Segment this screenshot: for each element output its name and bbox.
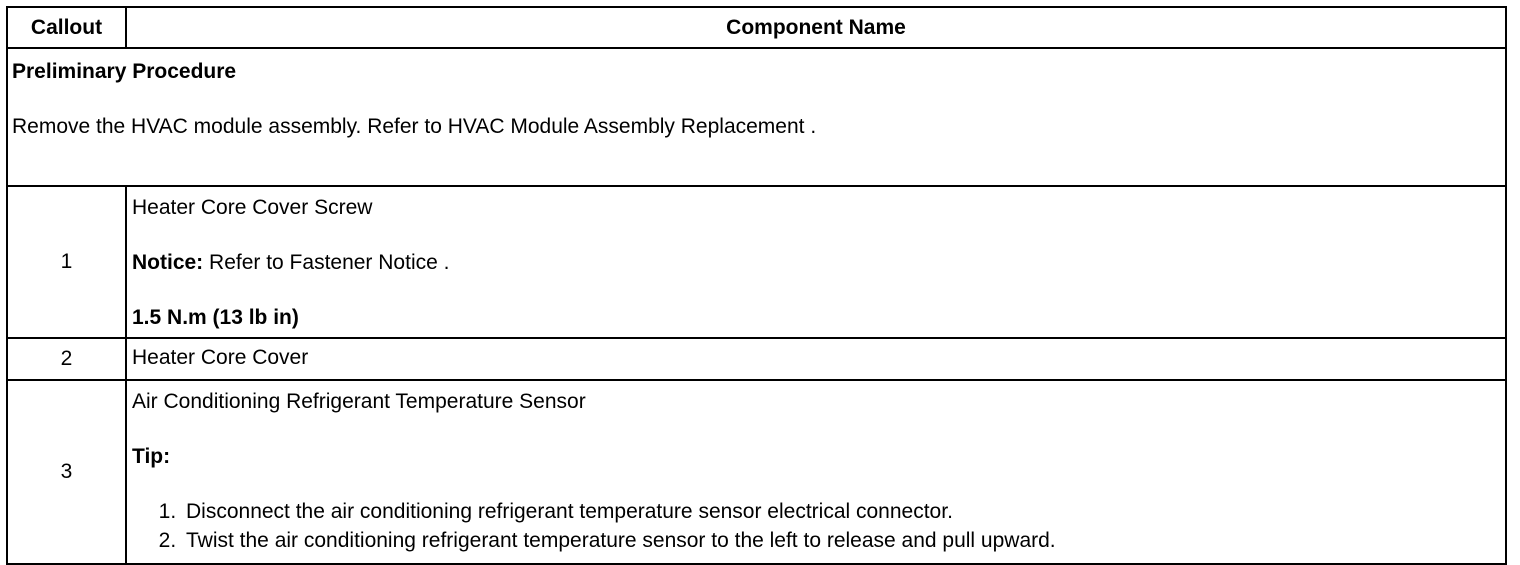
table-row bbox=[7, 338, 1506, 380]
preliminary-procedure-text: Remove the HVAC module assembly. Refer to HVAC Module Assembly Replacement . bbox=[12, 115, 817, 138]
callout-number: 2 bbox=[7, 338, 126, 380]
preliminary-procedure-row bbox=[7, 48, 1506, 186]
component-name: Heater Core Cover bbox=[132, 346, 309, 369]
component-description bbox=[126, 380, 1506, 564]
component-name-column-header: Component Name bbox=[126, 7, 1506, 48]
callout-number: 1 bbox=[7, 186, 126, 338]
preliminary-procedure-cell bbox=[7, 48, 1506, 186]
preliminary-procedure-title: Preliminary Procedure bbox=[12, 60, 237, 83]
callout-number: 3 bbox=[7, 380, 126, 564]
list-item: 2. Twist the air conditioning refrigerant temperature sensor to the left to release and pull upward. bbox=[182, 526, 1505, 555]
table-row bbox=[7, 186, 1506, 338]
component-description bbox=[126, 186, 1506, 338]
callout-column-header: Callout bbox=[7, 7, 126, 48]
tip-label: Tip: bbox=[132, 445, 171, 468]
component-description bbox=[126, 338, 1506, 380]
list-item: 1. Disconnect the air conditioning refrigerant temperature sensor electrical connector. bbox=[182, 497, 1505, 526]
table-row bbox=[7, 380, 1506, 564]
notice-line bbox=[132, 250, 1505, 276]
component-table bbox=[6, 6, 1507, 565]
notice-label: Notice: bbox=[132, 251, 204, 274]
component-name: Heater Core Cover Screw bbox=[132, 196, 373, 219]
component-name: Air Conditioning Refrigerant Temperature Sensor bbox=[132, 390, 586, 413]
torque-spec: 1.5 N.m (13 lb in) bbox=[132, 306, 299, 329]
tip-steps-list bbox=[132, 497, 1505, 555]
table-header-row bbox=[7, 7, 1506, 48]
notice-text: Refer to Fastener Notice . bbox=[203, 251, 450, 274]
